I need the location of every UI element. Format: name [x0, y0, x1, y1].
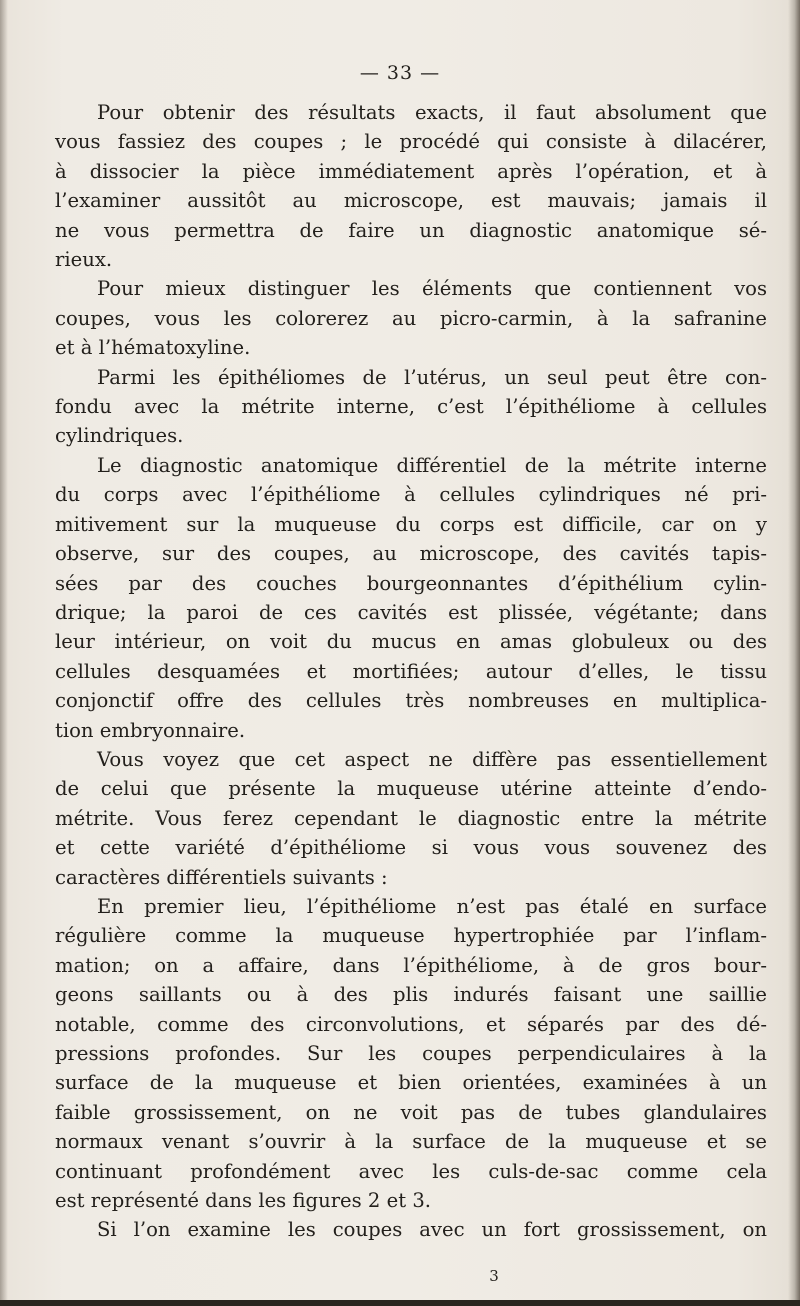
text-line: normaux venant s’ouvrir à la surface de la muqueuse et se: [55, 1130, 767, 1154]
signature-mark: 3: [489, 1267, 499, 1285]
text-line: rieux.: [55, 248, 113, 272]
page-right-shadow: [788, 0, 800, 1306]
page-left-shadow: [0, 0, 8, 1306]
text-line: notable, comme des circonvolutions, et séparés par des dé-: [55, 1012, 767, 1036]
text-line: Parmi les épithéliomes de l’utérus, un seul peut être con-: [97, 365, 767, 389]
text-line: En premier lieu, l’épithéliome n’est pas étalé en surface: [97, 894, 767, 918]
text-line: fondu avec la métrite interne, c’est l’épithéliome à cellules: [55, 395, 767, 419]
text-line: conjonctif offre des cellules très nombreuses en multiplica-: [55, 689, 767, 713]
text-line: tion embryonnaire.: [55, 718, 246, 742]
text-line: est représenté dans les figures 2 et 3.: [55, 1189, 432, 1213]
text-line: métrite. Vous ferez cependant le diagnostic entre la métrite: [55, 806, 767, 830]
text-line: de celui que présente la muqueuse utérine atteinte d’endo-: [55, 777, 767, 801]
text-line: leur intérieur, on voit du mucus en amas globuleux ou des: [55, 630, 767, 654]
page-bottom-edge: [0, 1300, 800, 1306]
text-line: sées par des couches bourgeonnantes d’épithélium cylin-: [55, 571, 767, 595]
text-line: Pour obtenir des résultats exacts, il faut absolument que: [97, 101, 767, 124]
text-line: régulière comme la muqueuse hypertrophiée par l’inflam-: [55, 924, 767, 948]
text-line: continuant profondément avec les culs-de-sac comme cela: [55, 1159, 767, 1183]
text-line: vous fassiez des coupes ; le procédé qui consiste à dilacérer,: [55, 130, 767, 154]
text-line: Pour mieux distinguer les éléments que contiennent vos: [97, 277, 767, 301]
text-line: l’examiner aussitôt au microscope, est mauvais; jamais il: [55, 189, 767, 213]
text-line: coupes, vous les colorerez au picro-carmin, à la safranine: [55, 306, 767, 330]
page-number: — 33 —: [359, 62, 441, 84]
text-line: Si l’on examine les coupes avec un fort grossissement, on: [97, 1218, 767, 1242]
text-line: et cette variété d’épithéliome si vous vous souvenez des: [55, 836, 767, 860]
text-line: pressions profondes. Sur les coupes perpendiculaires à la: [55, 1042, 767, 1065]
text-line: du corps avec l’épithéliome à cellules cylindriques né pri-: [55, 483, 767, 507]
text-line: à dissocier la pièce immédiatement après l’opération, et à: [55, 159, 767, 183]
text-line: observe, sur des coupes, au microscope, des cavités tapis-: [55, 542, 767, 566]
text-line: drique; la paroi de ces cavités est plissée, végétante; dans: [55, 600, 767, 624]
text-line: cylindriques.: [55, 424, 184, 448]
text-line: Vous voyez que cet aspect ne diffère pas essentiellement: [97, 747, 767, 771]
text-line: cellules desquamées et mortifiées; autour d’elles, le tissu: [55, 659, 767, 683]
text-line: faible grossissement, on ne voit pas de tubes glandulaires: [55, 1100, 767, 1124]
text-line: ne vous permettra de faire un diagnostic anatomique sé-: [55, 218, 767, 242]
text-line: caractères différentiels suivants :: [55, 865, 388, 889]
text-line: et à l’hématoxyline.: [55, 336, 251, 360]
text-line: Le diagnostic anatomique différentiel de la métrite interne: [97, 453, 767, 477]
body-text: [55, 98, 767, 1245]
text-line: geons saillants ou à des plis indurés faisant une saillie: [55, 983, 767, 1007]
text-line: mitivement sur la muqueuse du corps est difficile, car on y: [55, 512, 767, 536]
text-line: surface de la muqueuse et bien orientées, examinées à un: [55, 1071, 767, 1095]
text-line: mation; on a affaire, dans l’épithéliome, à de gros bour-: [55, 953, 767, 977]
